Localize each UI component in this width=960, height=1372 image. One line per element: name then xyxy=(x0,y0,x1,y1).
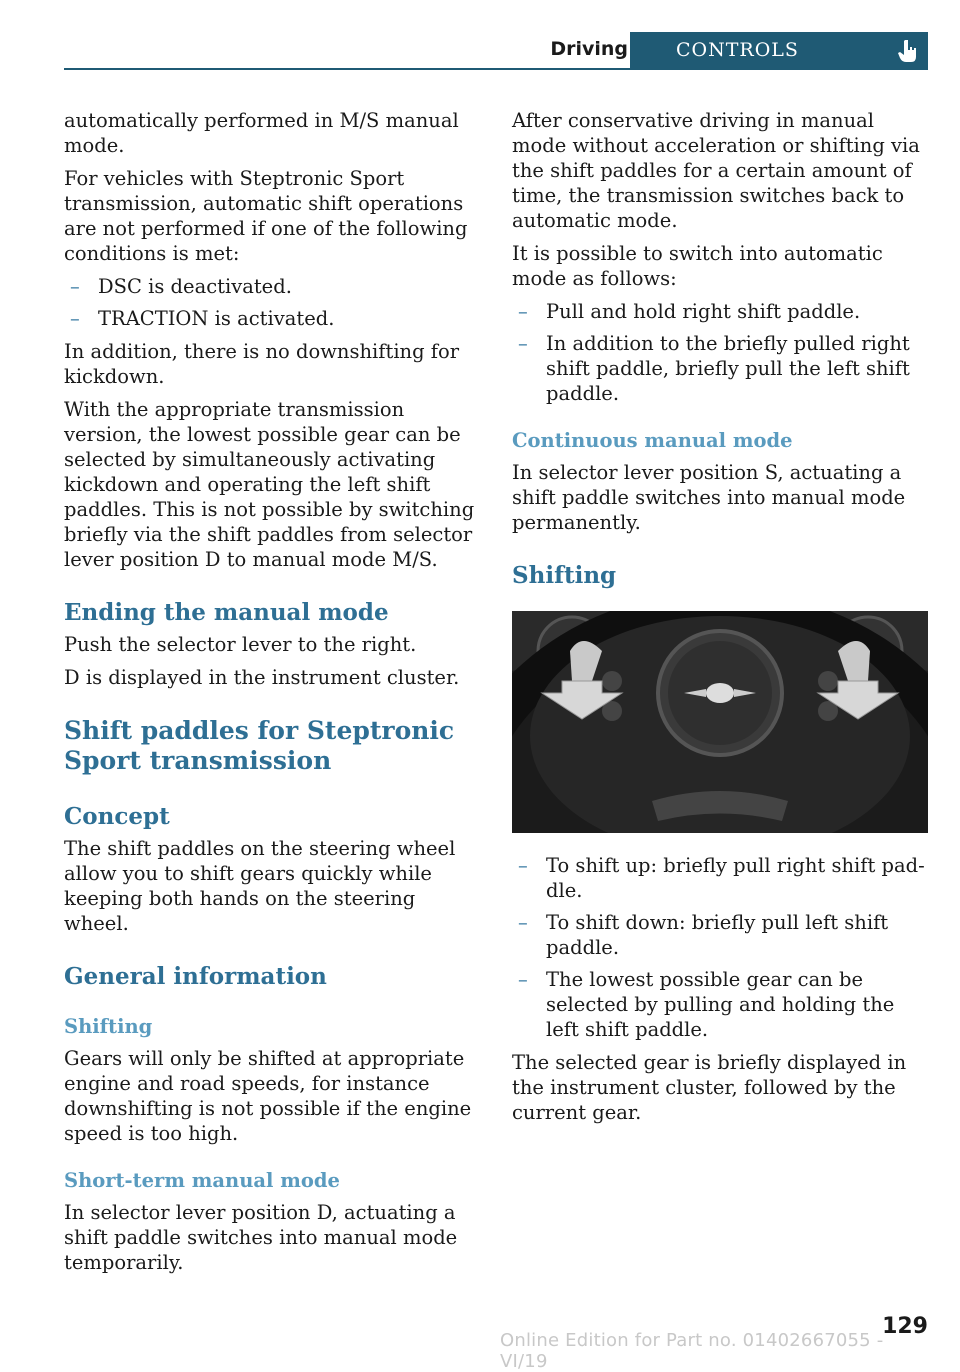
paragraph: The selected gear is briefly displayed in the instrument cluster, followed by the current gear. xyxy=(512,1051,907,1124)
list-item: – DSC is deactivated. xyxy=(70,275,292,298)
header-rule xyxy=(64,68,928,70)
chapter-title: CONTROLS xyxy=(676,39,799,61)
shifting-list xyxy=(512,853,928,1042)
heading-concept: Concept xyxy=(64,803,170,830)
chapter-tab xyxy=(630,32,928,70)
paragraph: For vehicles with Steptronic Sport transmission, automatic shift operations are not performed if one of the following conditions is met: xyxy=(64,167,468,265)
right-column xyxy=(512,108,928,1133)
paragraph: Gears will only be shifted at appropriate engine and road speeds, for instance downshifting is not possible if the engine speed is too high. xyxy=(64,1047,472,1145)
dash-icon: – xyxy=(70,307,80,330)
page-header xyxy=(64,32,928,70)
dash-icon: – xyxy=(518,332,528,355)
dash-icon: – xyxy=(518,911,528,934)
left-column xyxy=(64,108,480,1283)
section-title: Driving xyxy=(550,38,628,60)
list-item: – TRACTION is activated. xyxy=(70,307,335,330)
paragraph: Push the selector lever to the right. xyxy=(64,633,417,656)
heading-shifting: Shifting xyxy=(512,562,617,589)
page-number: 129 xyxy=(882,1314,928,1339)
paragraph: automatically performed in M/S manual mode. xyxy=(64,109,459,157)
paragraph: It is possible to switch into automatic mode as follows: xyxy=(512,242,883,290)
list-item: – To shift up: briefly pull right shift paddle. xyxy=(518,854,925,902)
list-item: – To shift down: briefly pull left shift paddle. xyxy=(518,911,889,959)
dash-icon: – xyxy=(70,275,80,298)
heading-general-information: General information xyxy=(64,963,327,990)
dash-icon: – xyxy=(518,854,528,877)
paragraph: In selector lever position S, actuating a shift paddle switches into manual mode permanently. xyxy=(512,461,906,534)
paragraph: The shift paddles on the steering wheel allow you to shift gears quickly while keeping both hands on the steering wheel. xyxy=(64,837,456,935)
condition-list xyxy=(64,274,480,331)
edition-footer: Online Edition for Part no. 01402667055 - VI/19 xyxy=(500,1330,884,1372)
subheading-shifting: Shifting xyxy=(64,1015,153,1038)
paragraph: In addition, there is no downshifting for kickdown. xyxy=(64,340,460,388)
paragraph: After conservative driving in manual mode without acceleration or shifting via the shift paddles for a certain amount of time, the transmission switches back to automatic mode. xyxy=(512,109,920,232)
paragraph: With the appropriate transmission version, the lowest possible gear can be selected by simultaneously activating kickdown and operating the left shift paddles. This is not possible by switching briefly via the shift paddles from selector lever position D to manual mode M/S. xyxy=(64,398,475,571)
hand-icon xyxy=(896,39,918,63)
paragraph: D is displayed in the instrument cluster. xyxy=(64,666,460,689)
automatic-mode-list xyxy=(512,299,928,406)
subheading-short-term-manual-mode: Short-term manual mode xyxy=(64,1169,340,1192)
subheading-continuous-manual-mode: Continuous manual mode xyxy=(512,429,793,452)
list-item: – Pull and hold right shift paddle. xyxy=(518,300,861,323)
dash-icon: – xyxy=(518,300,528,323)
steering-wheel-figure xyxy=(512,611,928,833)
heading-ending-manual-mode: Ending the manual mode xyxy=(64,599,389,626)
paragraph: In selector lever position D, actuating a shift paddle switches into manual mode temporarily. xyxy=(64,1201,458,1274)
heading-shift-paddles: Shift paddles for Steptronic Sport transmission xyxy=(64,716,455,775)
list-item: – The lowest possible gear can be selected by pulling and holding the left shift paddle. xyxy=(518,968,895,1041)
dash-icon: – xyxy=(518,968,528,991)
list-item: – In addition to the briefly pulled right shift paddle, briefly pull the left shift paddle. xyxy=(518,332,910,405)
